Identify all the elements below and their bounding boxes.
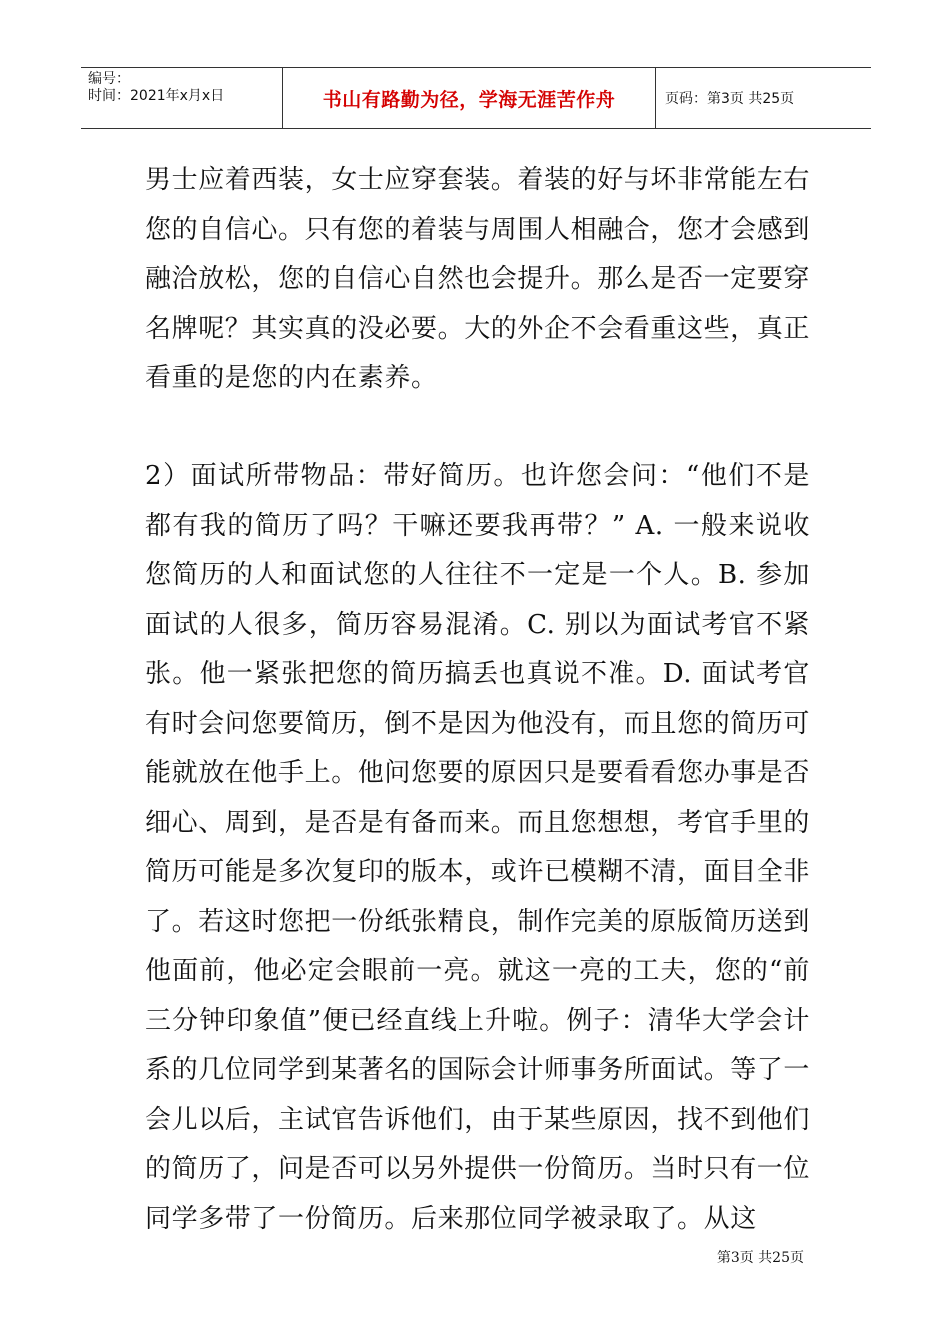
header-motto-cell <box>282 68 656 128</box>
doc-number-label: 编号： <box>88 71 130 87</box>
header-meta <box>81 68 282 128</box>
date-label: 时间：2021年x月x日 <box>88 88 225 104</box>
header-page-info: 页码：第3页 共25页 <box>665 91 795 107</box>
paragraph-resume: 2）面试所带物品：带好简历。也许您会问：“他们不是都有我的简历了吗？干嘛还要我再带？” A. 一般来说收您简历的人和面试您的人往往不一定是一个人。B. 参加面试的人很多，简历容易混淆。C. 别以为面试考官不紧张。他一紧张把您的简历搞丢也真说不准。D. 面试考官有时会问您要简历，倒不是因为他没有，而且您的简历可能就放在他手上。他问您要的原因只是要看看您办事是否细心、周到，是否是有备而来。而且您想想，考官手里的简历可能是多次复印的版本，或许已模糊不清，面目全非了。若这时您把一份纸张精良，制作完美的原版简历送到他面前，他必定会眼前一亮。就这一亮的工夫，您的“前三分钟印象值”便已经直线上升啦。例子：清华大学会计系的几位同学到某著名的国际会计师事务所面试。等了一会儿以后，主试官告诉他们，由于某些原因，找不到他们的简历了，问是否可以另外提供一份简历。当时只有一位同学多带了一份简历。后来那位同学被录取了。从这 <box>145 461 811 1234</box>
footer-page-number: 第3页 共25页 <box>716 1250 804 1266</box>
motto-text: 书山有路勤为径，学海无涯苦作舟 <box>322 88 616 111</box>
paragraph-attire: 男士应着西装，女士应穿套装。着装的好与坏非常能左右您的自信心。只有您的着装与周围人相融合，您才会感到融洽放松，您的自信心自然也会提升。那么是否一定要穿名牌呢？其实真的没必要。大的外企不会看重这些，真正看重的是您的内在素养。 <box>145 165 811 393</box>
header-page-info-cell <box>656 68 871 128</box>
document-header <box>81 67 871 129</box>
